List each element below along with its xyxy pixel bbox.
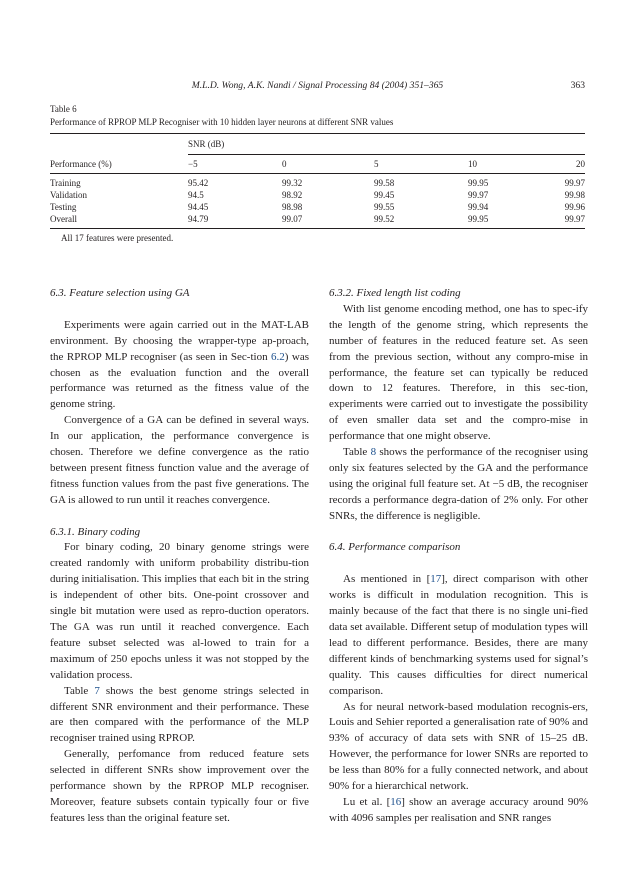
snr-heading: SNR (dB): [188, 139, 225, 149]
row-label: Training: [50, 178, 81, 188]
running-header-authors: M.L.D. Wong, A.K. Nandi / Signal Processing 84 (2004) 351–365: [191, 80, 444, 91]
section-heading-6-3-2: 6.3.2. Fixed length list coding: [329, 287, 461, 299]
table-footnote: All 17 features were presented.: [61, 233, 174, 243]
table-cell: 99.45: [374, 190, 395, 200]
paragraph: For binary coding, 20 binary genome strings were created randomly with uniform probability distribu-tion during initialisation. This implies that each bit in the string is independent of other bits. One-point crossover and single bit mutation were used as repro-duction operators. The GA was run until it reached convergence. Each feature subset selected was al-lowed to train for a maximum of 250 epochs unless it was not stopped by the validation process.: [50, 541, 309, 681]
table-cell: 99.97: [468, 190, 489, 200]
table-cell: 94.5: [188, 190, 204, 200]
row-label: Testing: [50, 202, 77, 212]
column-header: 5: [374, 159, 379, 169]
paragraph: Experiments were again carried out in the MAT-LAB environment. By choosing the wrapper-type ap-proach, the RPROP MLP recogniser (as seen in Sec-tion 6.2) was chosen as the evaluation function and the overall performance was returned as the fitness value of the genome string.: [50, 318, 309, 411]
snr-heading-rule: [188, 154, 585, 155]
table-cell: 99.95: [468, 214, 489, 224]
table-cell: 98.98: [282, 202, 303, 212]
paragraph: With list genome encoding method, one has to spec-ify the length of the genome string, which represents the number of features in the reduced feature set. As seen from the previous section, without any compro-mise in performance, the feature set can typically be reduced down to 12 features. Therefore, in this sec-tion, experiments were carried out to investigate the possibility of even smaller data set and the compro-mise in performance that one might observe.: [329, 302, 588, 443]
citation-link[interactable]: 16: [390, 795, 402, 808]
section-link[interactable]: 6.2: [271, 350, 285, 363]
table-cell: 99.97: [564, 178, 585, 188]
paragraph: Generally, perfomance from reduced feature sets selected in different SNRs show improvement over the performance shown by the RPROP MLP recogniser. Moreover, feature subsets contain typically four or five features less than the original feature set.: [50, 748, 309, 824]
column-header: 0: [282, 159, 287, 169]
page-number: 363: [570, 80, 585, 91]
paragraph: Lu et al. [16] show an average accuracy around 90% with 4096 samples per realisation and SNR ranges: [329, 795, 589, 824]
table-link[interactable]: 8: [370, 446, 377, 459]
running-header: [50, 80, 585, 94]
table-cell: 99.94: [468, 202, 489, 212]
table-title: Performance of RPROP MLP Recogniser with 10 hidden layer neurons at different SNR values: [50, 117, 394, 127]
column-header: 10: [468, 159, 477, 169]
table-top-rule: [50, 133, 585, 134]
table-cell: 99.55: [374, 202, 395, 212]
table-cell: 99.98: [564, 190, 585, 200]
table-caption: [50, 103, 590, 129]
citation-link[interactable]: 17: [430, 573, 442, 586]
section-heading-6-4: 6.4. Performance comparison: [329, 541, 461, 554]
row-heading: Performance (%): [50, 159, 112, 169]
table-link[interactable]: 7: [94, 684, 100, 697]
right-column: [329, 286, 588, 827]
paragraph: As for neural network-based modulation recognis-ers, Louis and Sehier reported a generalisation rate of 90% and 93% of accuracy of data sets with SNR of 15–25 dB. However, the performance for lower SNRs are reported to be less than 80% for a fully connected network, and about 90% for a hierarchical network.: [329, 700, 588, 793]
left-column: [50, 286, 309, 827]
table-cell: 99.32: [282, 178, 303, 188]
table-cell: 99.97: [564, 214, 585, 224]
column-header: −5: [188, 159, 198, 169]
table-cell: 99.96: [564, 202, 585, 212]
table-cell: 99.07: [282, 214, 303, 224]
table-cell: 99.58: [374, 178, 395, 188]
table-cell: 94.79: [188, 214, 209, 224]
table-bottom-rule: [50, 228, 585, 229]
table-cell: 98.92: [282, 190, 303, 200]
row-label: Validation: [50, 190, 87, 200]
table-cell: 99.52: [374, 214, 395, 224]
table-cell: 95.42: [188, 178, 209, 188]
table-cell: 99.95: [468, 178, 489, 188]
paragraph: Convergence of a GA can be defined in several ways. In our application, the performance convergence is chosen. Therefore we define convergence as the ratio between present fitness function value and the average of fitness function values from the past five generations. The GA is allowed to run until it reaches convergence.: [50, 414, 309, 506]
paragraph: Table 7 shows the best genome strings selected in different SNR environment and their performance. These are then compared with the performance of the MLP recogniser trained using RPROP.: [50, 684, 309, 745]
row-label: Overall: [50, 214, 77, 224]
paragraph: Table 8 shows the performance of the recogniser using only six features selected by the GA and the performance using the original full feature set. At −5 dB, the recogniser records a performance degra-dation of 2% only. For other SNRs, the difference is negligible.: [329, 446, 588, 522]
section-heading-6-3: 6.3. Feature selection using GA: [50, 287, 190, 299]
table-header-rule: [50, 173, 585, 174]
table-cell: 94.45: [188, 202, 209, 212]
section-heading-6-3-1: 6.3.1. Binary coding: [50, 525, 141, 538]
paragraph: As mentioned in [17], direct comparison with other works is difficult in modulation recognition. This is mainly because of the fact that there is no single uni-fied data set available. Different setup of modulation types will lead to different performance. Besides, there are many different kinds of benchmarking systems used for signal’s quality. This causes difficulties for direct numerical comparison.: [329, 573, 588, 697]
column-header: 20: [576, 159, 585, 169]
table-label: Table 6: [50, 104, 77, 114]
